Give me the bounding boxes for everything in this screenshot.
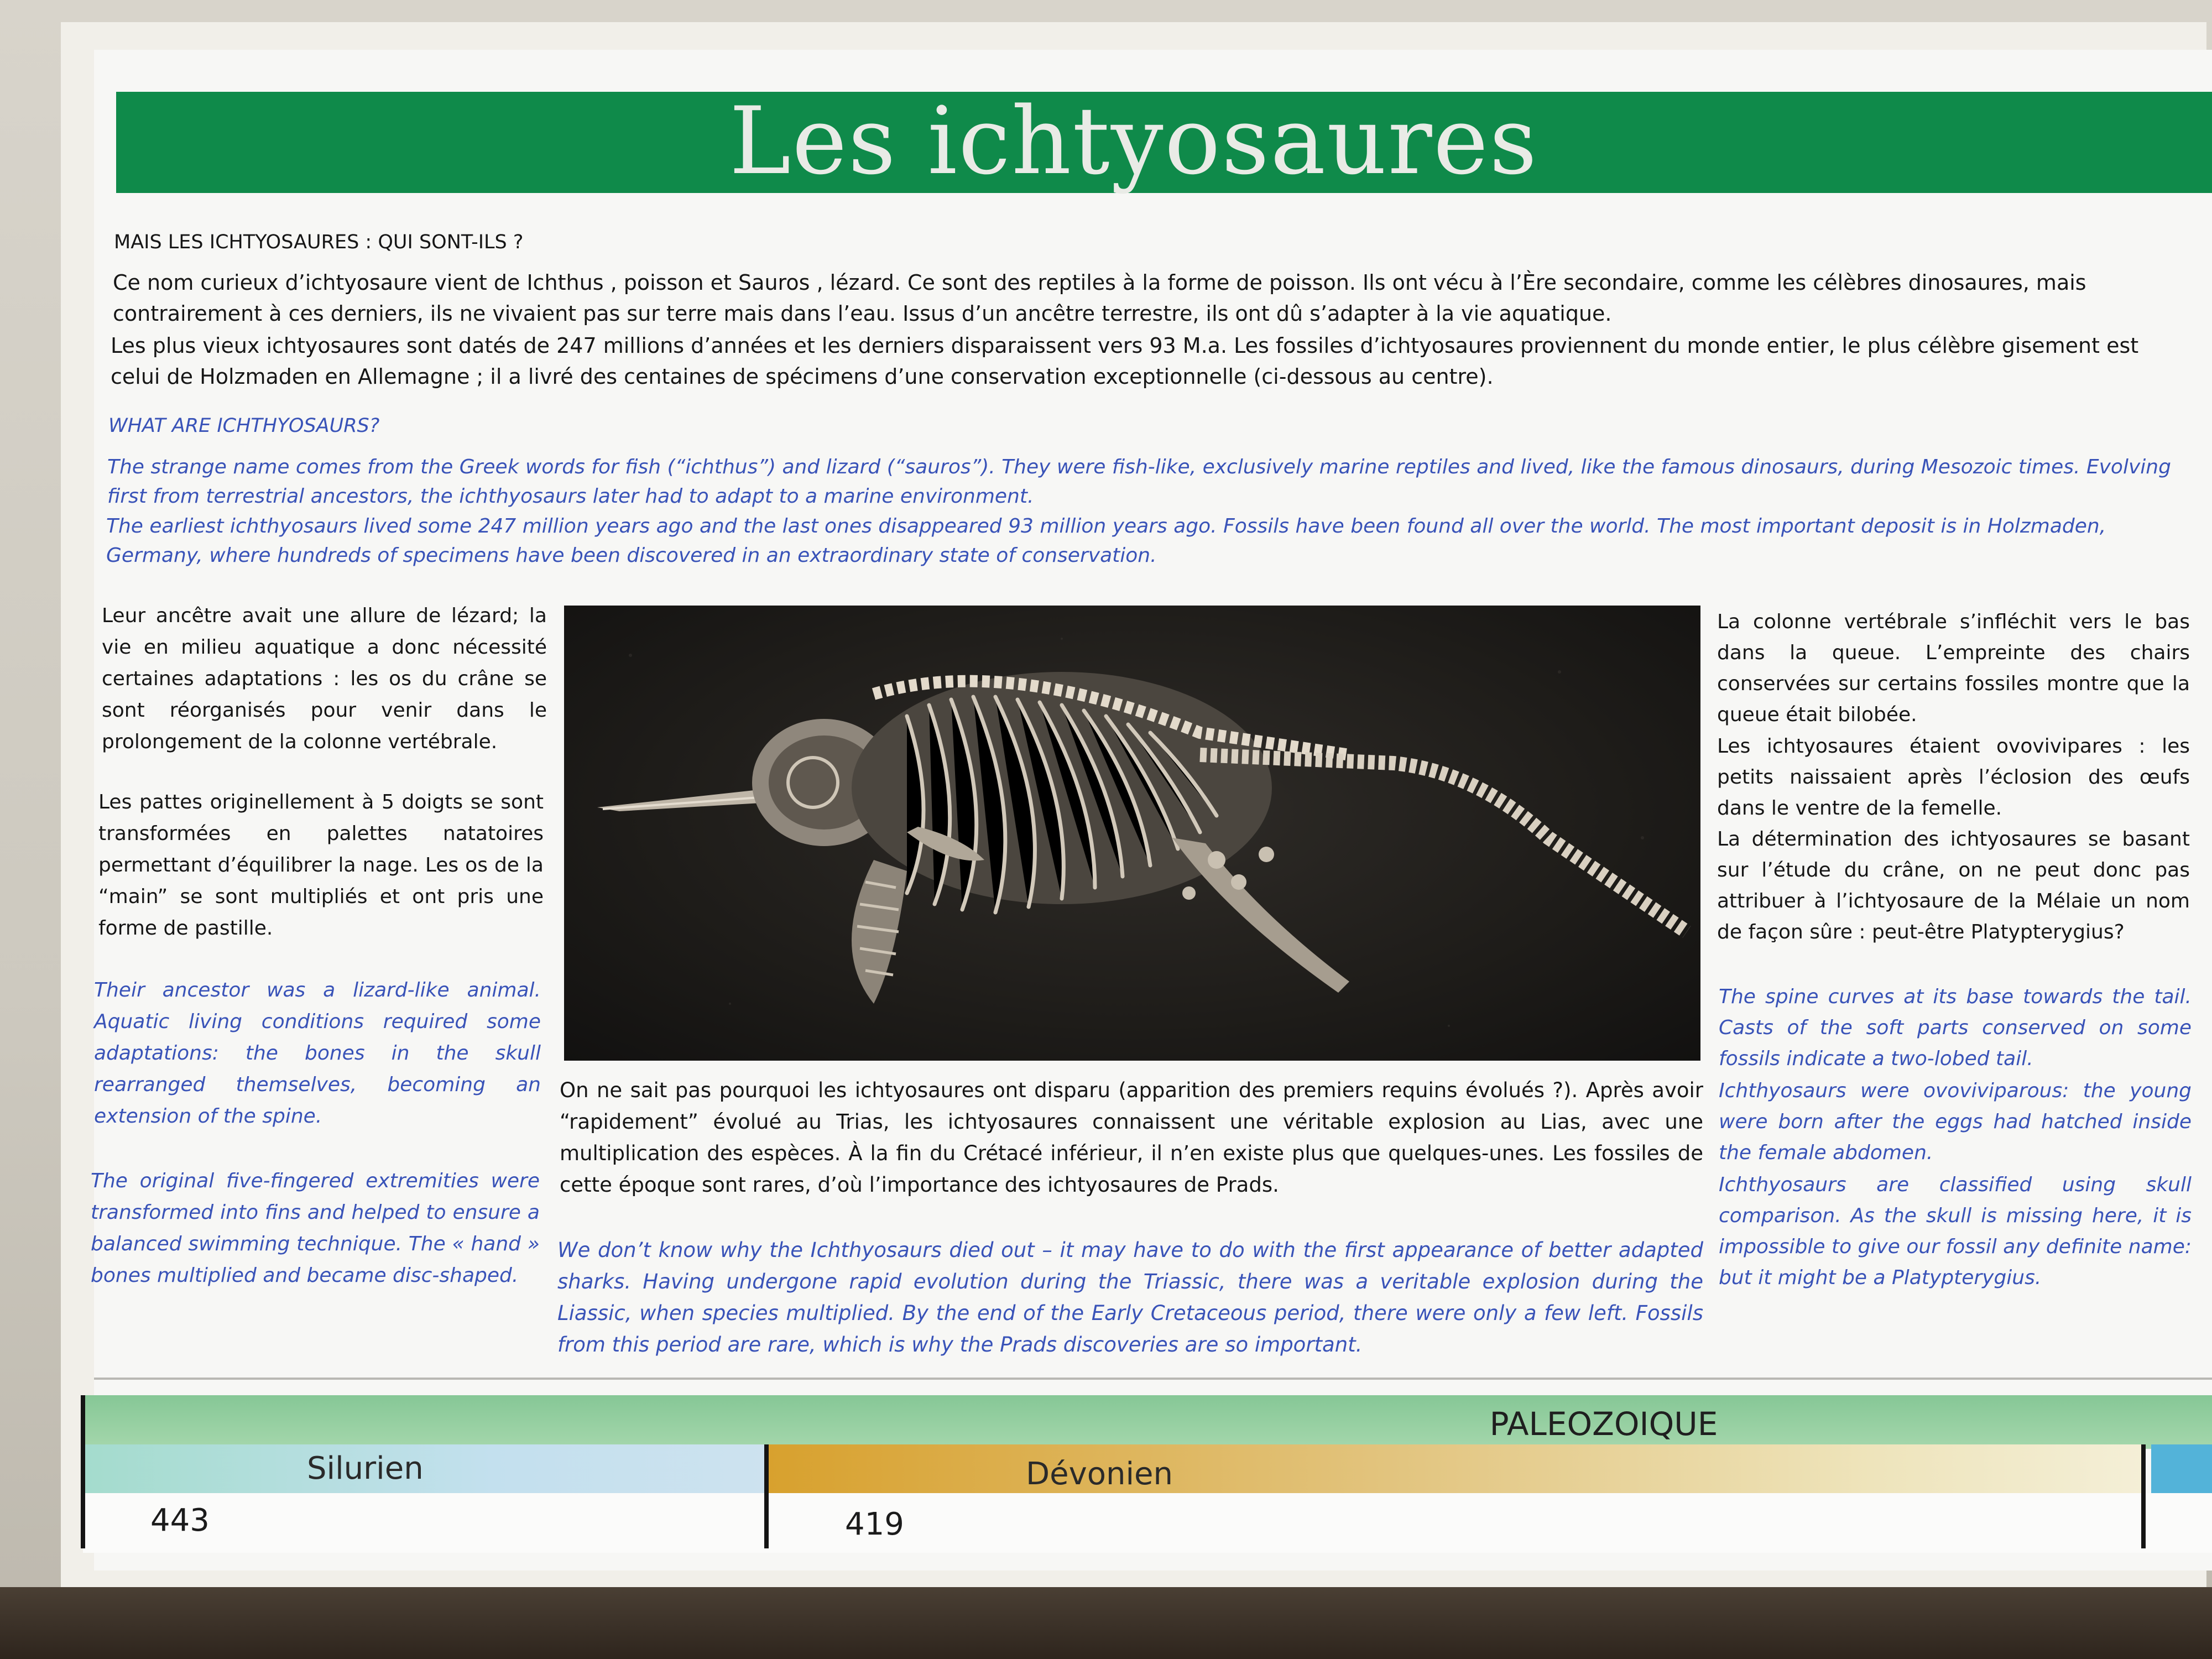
timeline-date-devonien: 419 bbox=[845, 1506, 904, 1542]
timeline-date-silurien: 443 bbox=[150, 1503, 210, 1538]
right-paragraph-en-2: Ichthyosaurs were ovoviviparous: the young were born after the eggs had hatched inside the female abdomen. bbox=[1719, 1079, 2192, 1164]
intro-paragraph-fr-2: Les plus vieux ichtyosaures sont datés de 247 millions d’années et les derniers disparaissent vers 93 M.a. Les fossiles d’ichtyosaures proviennent du monde entier, le plus célèbre gisement est celui de Holzmaden en Allemagne ; il a livré des centaines de spécimens d’une conservation exceptionnelle (ci-dessous au centre). bbox=[111, 333, 2139, 389]
page-title: Les ichtyosaures bbox=[729, 87, 1538, 195]
intro-paragraph-en-1: The strange name comes from the Greek words for fish (“ichthus”) and lizard (“sauros”). They were fish-like, exclusively marine reptiles and lived, like the famous dinosaurs, during Mesozoic times. Evolving first from terrestrial ancestors, the ichthyosaurs later had to adapt to a marine environment. bbox=[107, 456, 2171, 508]
left-paragraph-en-1: Their ancestor was a lizard-like animal. Aquatic living conditions required some adaptations: the bones in the skull rearranged themselves, becoming an extension of the spine. bbox=[94, 979, 541, 1128]
right-paragraph-en-3: Ichthyosaurs are classified using skull comparison. As the skull is missing here, it is impossible to give our fossil any definite name: but it might be a Platypterygius. bbox=[1719, 1173, 2192, 1289]
timeline-period-label-silurien: Silurien bbox=[307, 1451, 424, 1486]
timeline-period-next bbox=[2151, 1444, 2212, 1499]
right-paragraph-fr-1: La colonne vertébrale s’infléchit vers le bas dans la queue. L’empreinte des chairs conservées sur certains fossiles montre que la queue était bilobée. bbox=[1717, 611, 2190, 726]
center-paragraph-en: We don’t know why the Ichthyosaurs died out – it may have to do with the first appearance of better adapted sharks. Having undergone rapid evolution during the Triassic, there was a veritable explosion during the Liassic, when species multiplied. By the end of the Early Cretaceous period, there were only a few left. Fossils from this period are rare, which is why the Prads discoveries are so important. bbox=[557, 1238, 1703, 1357]
wooden-base bbox=[0, 1587, 2212, 1659]
right-paragraph-fr-3: La détermination des ichtyosaures se basant sur l’étude du crâne, on ne peut donc pas attribuer à l’ichtyosaure de la Mélaie un nom de façon sûre : peut-être Platypterygius? bbox=[1717, 828, 2190, 943]
left-paragraph-fr-2: Les pattes originellement à 5 doigts se sont transformées en palettes natatoires permettant d’équilibrer la nage. Les os de la “main” se sont multipliés et ont pris une forme de pastille. bbox=[98, 791, 544, 940]
intro-paragraph-fr-1: Ce nom curieux d’ichtyosaure vient de Ichthus , poisson et Sauros , lézard. Ce sont des reptiles à la forme de poisson. Ils ont vécu à l’Ère secondaire, comme les célèbres dinosaures, mais contrairement à ces derniers, ils ne vivaient pas sur terre mais dans l’eau. Issus d’un ancêtre terrestre, ils ont dû s’adapter à la vie aquatique. bbox=[113, 270, 2086, 326]
timeline-period-devonien bbox=[769, 1444, 2146, 1499]
center-paragraph-fr: On ne sait pas pourquoi les ichtyosaures ont disparu (apparition des premiers requins évolués ?). Après avoir “rapidement” évolué au Trias, les ichtyosaures connaissent une véritable explosion au Lias, avec une multiplication des espèces. À la fin du Crétacé inférieur, il n’en existe plus que quelques-unes. Les fossiles de cette époque sont rares, d’où l’importance des ichtyosaures de Prads. bbox=[560, 1078, 1703, 1197]
timeline-divider-right bbox=[2141, 1444, 2146, 1548]
timeline-era-label: PALEOZOIQUE bbox=[1489, 1405, 1718, 1443]
timeline-era-bar bbox=[83, 1395, 2212, 1449]
timeline-dates-strip bbox=[83, 1493, 2212, 1553]
intro-heading-en: WHAT ARE ICHTHYOSAURS? bbox=[108, 415, 380, 437]
timeline-period-label-devonien: Dévonien bbox=[1026, 1456, 1173, 1492]
right-paragraph-en-1: The spine curves at its base towards the tail. Casts of the soft parts conserved on some fossils indicate a two-lobed tail. bbox=[1719, 985, 2192, 1070]
intro-paragraph-en-2: The earliest ichthyosaurs lived some 247 million years ago and the last ones disappeared 93 million years ago. Fossils have been found all over the world. The most important deposit is in Holzmaden, Germany, where hundreds of specimens have been discovered in an extraordinary state of conservation. bbox=[106, 515, 2106, 567]
fossil-skeleton-image bbox=[564, 606, 1700, 1061]
intro-heading-fr: MAIS LES ICHTYOSAURES : QUI SONT-ILS ? bbox=[114, 231, 524, 253]
timeline-period-silurien bbox=[83, 1444, 766, 1493]
timeline-divider-left bbox=[81, 1395, 85, 1548]
ichthyosaur-fossil-photo bbox=[564, 606, 1700, 1061]
left-paragraph-en-2: The original five-fingered extremities were transformed into fins and helped to ensure a balanced swimming technique. The « hand » bones multiplied and became disc-shaped. bbox=[91, 1170, 540, 1287]
left-paragraph-fr-1: Leur ancêtre avait une allure de lézard; la vie en milieu aquatique a donc nécessité certaines adaptations : les os du crâne se sont réorganisés pour venir dans le prolongement de la colonne vertébrale. bbox=[102, 604, 547, 753]
timeline-divider-silurien-devonien bbox=[764, 1444, 769, 1548]
right-paragraph-fr-2: Les ichtyosaures étaient ovovivipares : les petits naissaient après l’éclosion des œufs dans le ventre de la femelle. bbox=[1717, 735, 2190, 820]
